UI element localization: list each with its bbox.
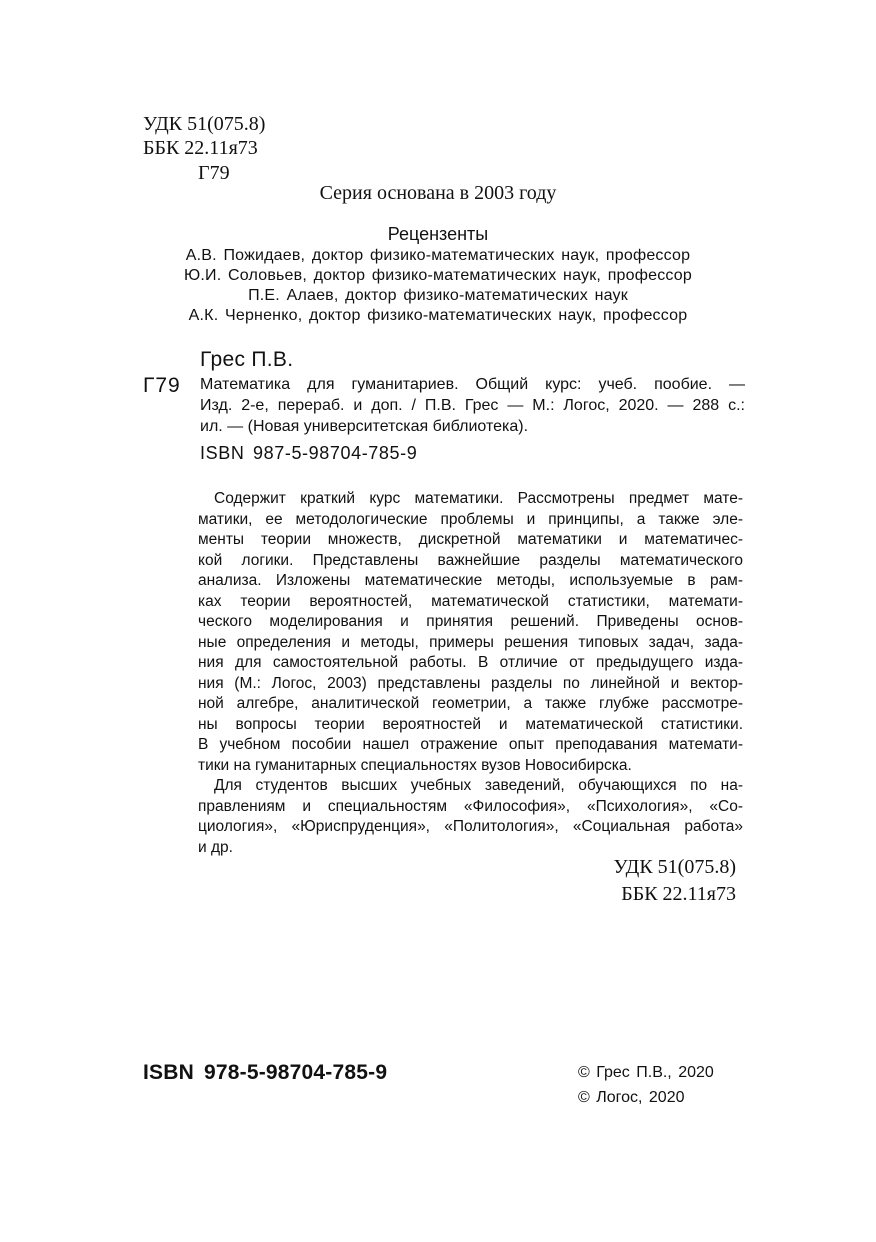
annotation-line: Содержит краткий курс математики. Рассмотрены предмет мате- <box>214 490 743 507</box>
author-mark: Г79 <box>198 162 230 184</box>
annotation-line: ны вопросы теории вероятностей и математической статистики. <box>198 715 743 733</box>
copyright-author: © Грес П.В., 2020 <box>578 1064 714 1081</box>
reviewer-item: А.В. Пожидаев, доктор физико-математических наук, профессор <box>185 247 691 264</box>
copyright-publisher: © Логос, 2020 <box>578 1089 685 1106</box>
footer-isbn: ISBN 978-5-98704-785-9 <box>143 1061 388 1084</box>
record-description <box>200 374 745 437</box>
reviewer-item: Ю.И. Соловьев, доктор физико-математических наук, профессор <box>184 267 692 284</box>
annotation-line: менты теории множеств, дискретной математики и математичес- <box>198 531 743 548</box>
annotation-line: анализа. Изложены математические методы, используемые в рам- <box>198 572 743 589</box>
udk-code: УДК 51(075.8) <box>143 113 266 135</box>
bbk-code: ББК 22.11я73 <box>143 137 258 159</box>
record-description-line: Математика для гуманитариев. Общий курс: учеб. пообие. — <box>200 376 745 393</box>
udk-code-bottom: УДК 51(075.8) <box>613 856 736 878</box>
annotation-line: кой логики. Представлены важнейшие разделы математического <box>198 551 743 569</box>
reviewer-item: П.Е. Алаев, доктор физико-математических наук <box>248 287 628 304</box>
annotation-line: Для студентов высших учебных заведений, обучающихся по на- <box>214 777 743 794</box>
annotation-line: ческого моделирования и принятия решений. Приведены основ- <box>198 613 743 630</box>
record-author: Грес П.В. <box>200 348 294 371</box>
bbk-code-bottom: ББК 22.11я73 <box>621 883 736 905</box>
record-description-line: ил. — (Новая университетская библиотека). <box>200 418 529 435</box>
reviewer-item: А.К. Черненко, доктор физико-математических наук, профессор <box>188 307 688 324</box>
annotation-line: правлениям и специальностям «Философия», «Психология», «Со- <box>198 797 743 815</box>
annotation-line: ния (М.: Логос, 2003) представлены разделы по линейной и вектор- <box>198 674 743 692</box>
annotation-line: и др. <box>198 838 233 856</box>
annotation-line: ках теории вероятностей, математической статистики, математи- <box>198 592 743 610</box>
annotation-line: тики на гуманитарных специальностях вузов Новосибирска. <box>198 756 632 774</box>
annotation-line: циология», «Юриспруденция», «Политология», «Социальная работа» <box>198 818 743 835</box>
record-isbn: ISBN 987-5-98704-785-9 <box>200 443 418 463</box>
reviewers-title: Рецензенты <box>387 224 489 244</box>
annotation-line: ния для самостоятельной работы. В отличие от предыдущего изда- <box>198 654 743 671</box>
annotation-line: ной алгебре, аналитической геометрии, а также глубже рассмотре- <box>198 695 743 712</box>
annotation-line: В учебном пособии нашел отражение опыт преподавания математи- <box>198 736 743 753</box>
annotation-line: матики, ее методологические проблемы и принципы, а также эле- <box>198 510 743 528</box>
annotation-line: ные определения и методы, примеры решения типовых задач, зада- <box>198 633 743 651</box>
series-note: Серия основана в 2003 году <box>319 182 557 204</box>
annotation <box>198 489 743 858</box>
record-author-mark: Г79 <box>143 374 181 397</box>
record-description-line: Изд. 2-е, перераб. и доп. / П.В. Грес — М.: Логос, 2020. — 288 с.: <box>200 397 745 414</box>
